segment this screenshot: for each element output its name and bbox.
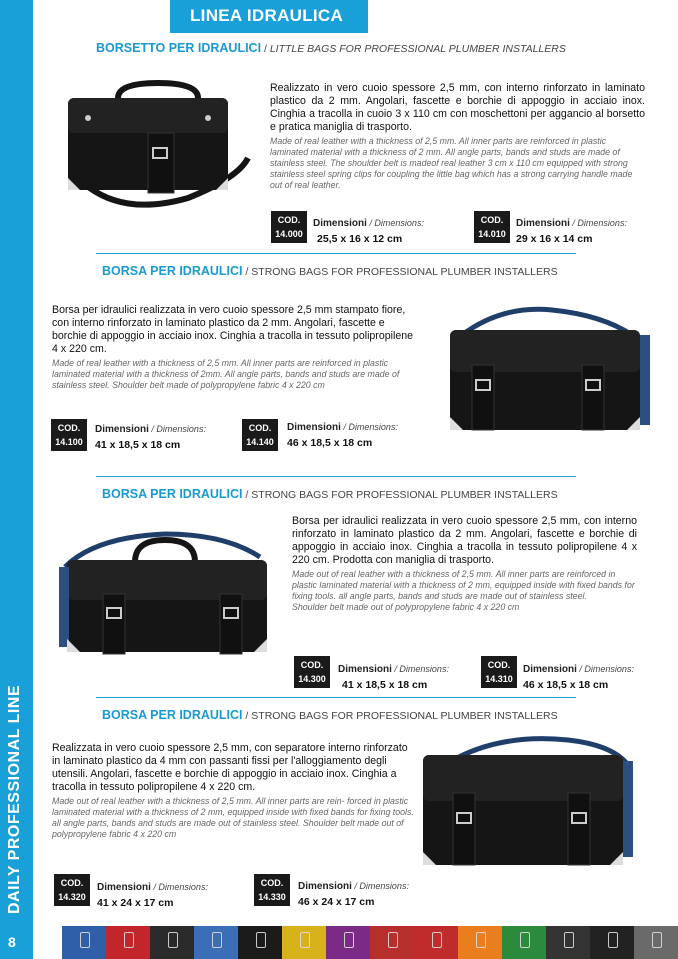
product-dimensions xyxy=(523,659,634,691)
dim-label-en: Dimensions: xyxy=(359,881,409,891)
product-code: 14.300 xyxy=(298,674,326,684)
section-title-en: STRONG BAGS FOR PROFESSIONAL PLUMBER INSTALLERS xyxy=(251,489,558,501)
product-dimensions xyxy=(95,419,206,451)
bag-color-swatch xyxy=(282,926,326,959)
product-code-badge xyxy=(271,211,307,243)
dim-separator: / xyxy=(391,664,400,674)
product-dimensions xyxy=(313,213,424,245)
dim-value: 41 x 18,5 x 18 cm xyxy=(95,439,181,451)
description-it: Borsa per idraulici realizzata in vero cuoio spessore 2,5 mm stampato fiore, con interno rinforzato in laminato plastico da 2 mm. Angolari, fascette e borchie di appoggio in acciaio inox. Cinghia a tracolla in tessuto polipropilene 4 x 220 cm. xyxy=(52,304,414,355)
description-en: Made of real leather with a thickness of 2,5 mm. All inner parts are reinforced in plastic laminated material with a thickness of 2mm. All angle parts, bands and studs are made of stainless steel. Shoulder belt made of polypropylene fabric 4 x 220 cm xyxy=(52,358,400,390)
section-title-it: BORSA PER IDRAULICI xyxy=(102,708,243,722)
product-code-badge xyxy=(242,419,278,451)
dim-separator: / xyxy=(366,218,375,228)
dim-separator: / xyxy=(148,424,157,434)
dim-value: 46 x 18,5 x 18 cm xyxy=(287,437,373,449)
bag-color-swatch xyxy=(326,926,370,959)
product-description xyxy=(52,304,417,391)
bag-image xyxy=(418,735,643,875)
section-title xyxy=(96,41,566,55)
section-divider xyxy=(96,697,576,698)
description-en: Made out of real leather with a thickness of 2,5 mm. All inner parts are reinforced in plastic laminated material with a thickness of 2 mm, equipped inside with fixed bands for fixing tools. all angle parts, bands and studs are made out of stainless steel. xyxy=(292,569,635,601)
bag-color-swatch xyxy=(106,926,150,959)
cod-label: COD. xyxy=(60,878,84,888)
dim-label: Dimensioni xyxy=(338,664,392,675)
bag-color-swatch xyxy=(458,926,502,959)
product-dimensions xyxy=(338,659,449,691)
dim-label: Dimensioni xyxy=(97,882,151,893)
dim-value: 41 x 24 x 17 cm xyxy=(97,897,174,909)
title-separator: / xyxy=(261,43,270,55)
bag-image xyxy=(55,522,275,662)
dim-label-en: Dimensions: xyxy=(156,424,206,434)
dim-value: 46 x 24 x 17 cm xyxy=(298,896,375,908)
bag-color-swatch xyxy=(414,926,458,959)
footer-color-strip xyxy=(62,926,678,959)
dim-label-en: Dimensions: xyxy=(348,422,398,432)
dim-label: Dimensioni xyxy=(287,422,341,433)
product-code: 14.320 xyxy=(58,892,86,902)
product-dimensions xyxy=(298,876,409,908)
dim-value: 46 x 18,5 x 18 cm xyxy=(523,679,609,691)
section-title-it: BORSA PER IDRAULICI xyxy=(102,264,243,278)
title-separator: / xyxy=(242,489,252,501)
dim-label: Dimensioni xyxy=(516,218,570,229)
product-code: 14.140 xyxy=(246,437,274,447)
dim-label-en: Dimensions: xyxy=(158,882,208,892)
product-code-badge xyxy=(254,874,290,906)
bag-color-swatch xyxy=(634,926,678,959)
dim-separator: / xyxy=(340,422,349,432)
page-number: 8 xyxy=(8,934,16,950)
page-title: LINEA IDRAULICA xyxy=(190,6,344,25)
product-code-badge xyxy=(294,656,330,688)
bag-color-swatch xyxy=(502,926,546,959)
product-dimensions xyxy=(516,213,627,245)
section-title-en: LITTLE BAGS FOR PROFESSIONAL PLUMBER INSTALLERS xyxy=(269,43,566,55)
title-separator: / xyxy=(242,266,252,278)
cod-label: COD. xyxy=(277,215,301,225)
section-title xyxy=(102,487,558,501)
product-code: 14.010 xyxy=(478,229,506,239)
section-title xyxy=(102,264,558,278)
section-title-en: STRONG BAGS FOR PROFESSIONAL PLUMBER INSTALLERS xyxy=(251,710,558,722)
dim-label: Dimensioni xyxy=(523,664,577,675)
section-divider xyxy=(96,476,576,477)
dim-separator: / xyxy=(150,882,159,892)
description-en-belt: Shoulder belt made out of polypropylene fabric 4 x 220 cm xyxy=(292,602,520,612)
description-it: Realizzato in vero cuoio spessore 2,5 mm, con interno rinforzato in laminato plastico da 2 mm. Angolari, fascette e borchie di appoggio in acciaio inox. Cinghia a tracolla in cuoio 3 x 110 cm con moschettoni per aggancio al borsetto e pratica maniglia di trasporto. xyxy=(270,82,645,133)
product-dimensions xyxy=(287,417,398,449)
product-code: 14.310 xyxy=(485,674,513,684)
dim-label-en: Dimensions: xyxy=(577,218,627,228)
description-it: Borsa per idraulici realizzata in vero cuoio spessore 2,5 mm, con interno rinforzato in laminato plastico da 2 mm. Angolari, fascette e borchie di appoggio in acciaio inox. Cinghia a tracolla in tessuto polipropilene 4 x 220 cm. Prodotta con maniglia di trasporto. xyxy=(292,515,637,566)
section-title-it: BORSETTO PER IDRAULICI xyxy=(96,41,262,55)
dim-separator: / xyxy=(576,664,585,674)
dim-label-en: Dimensions: xyxy=(584,664,634,674)
product-dimensions xyxy=(97,877,208,909)
section-title xyxy=(102,708,558,722)
sidebar-label: DAILY PROFESSIONAL LINE xyxy=(6,684,23,914)
bag-color-swatch xyxy=(62,926,106,959)
bag-color-swatch xyxy=(238,926,282,959)
bag-image xyxy=(58,78,258,228)
cod-label: COD. xyxy=(260,878,284,888)
dim-label-en: Dimensions: xyxy=(374,218,424,228)
product-description xyxy=(52,742,417,840)
dim-label-en: Dimensions: xyxy=(399,664,449,674)
cod-label: COD. xyxy=(300,660,324,670)
dim-label: Dimensioni xyxy=(95,424,149,435)
dim-value: 25,5 x 16 x 12 cm xyxy=(317,233,403,245)
title-separator: / xyxy=(242,710,252,722)
dim-label: Dimensioni xyxy=(298,881,352,892)
section-title-en: STRONG BAGS FOR PROFESSIONAL PLUMBER INSTALLERS xyxy=(251,266,558,278)
product-code-badge xyxy=(474,211,510,243)
bag-image xyxy=(442,305,657,440)
dim-value: 29 x 16 x 14 cm xyxy=(516,233,593,245)
cod-label: COD. xyxy=(480,215,504,225)
dim-label: Dimensioni xyxy=(313,218,367,229)
cod-label: COD. xyxy=(487,660,511,670)
dim-value: 41 x 18,5 x 18 cm xyxy=(342,679,428,691)
cod-label: COD. xyxy=(57,423,81,433)
product-code: 14.330 xyxy=(258,892,286,902)
section-divider xyxy=(96,253,576,254)
bag-color-swatch xyxy=(590,926,634,959)
description-it: Realizzata in vero cuoio spessore 2,5 mm, con separatore interno rinforzato in laminato plastico da 4 mm con passanti fissi per l'alloggiamento degli utensili. Angolari, fascette e borchie di appoggio in acciaio inox. Cinghia a tracolla in tessuto polipropilene 4 x 220 cm. xyxy=(52,742,408,793)
product-code: 14.100 xyxy=(55,437,83,447)
bag-color-swatch xyxy=(150,926,194,959)
product-code-badge xyxy=(481,656,517,688)
bag-color-swatch xyxy=(370,926,414,959)
dim-separator: / xyxy=(569,218,578,228)
cod-label: COD. xyxy=(248,423,272,433)
product-code-badge xyxy=(51,419,87,451)
description-en: Made out of real leather with a thickness of 2,5 mm. All inner parts are rein- forced in plastic laminated material with a thickness of 2 mm, equipped inside with fixed bands for fixing tools. all angle parts, bands and studs are made out of stainless steel. Shoulder belt made out of polypropylene fabric 4 x 220 cm xyxy=(52,796,414,839)
bag-color-swatch xyxy=(546,926,590,959)
product-code-badge xyxy=(54,874,90,906)
section-title-it: BORSA PER IDRAULICI xyxy=(102,487,243,501)
bag-color-swatch xyxy=(194,926,238,959)
description-en: Made of real leather with a thickness of 2,5 mm. All inner parts are reinforced in plastic laminated material with a thickness of 2 mm. All angle parts, bands and studs are made of stainless steel. The shoulder belt is madeof real leather 3 cm x 110 cm equipped with strong stainless steel spring clips for coupling the little bag which has a strong carrying handle made out of real leather. xyxy=(270,136,633,190)
product-description xyxy=(292,515,637,613)
product-code: 14.000 xyxy=(275,229,303,239)
product-description xyxy=(270,82,645,191)
sidebar xyxy=(0,0,33,959)
dim-separator: / xyxy=(351,881,360,891)
